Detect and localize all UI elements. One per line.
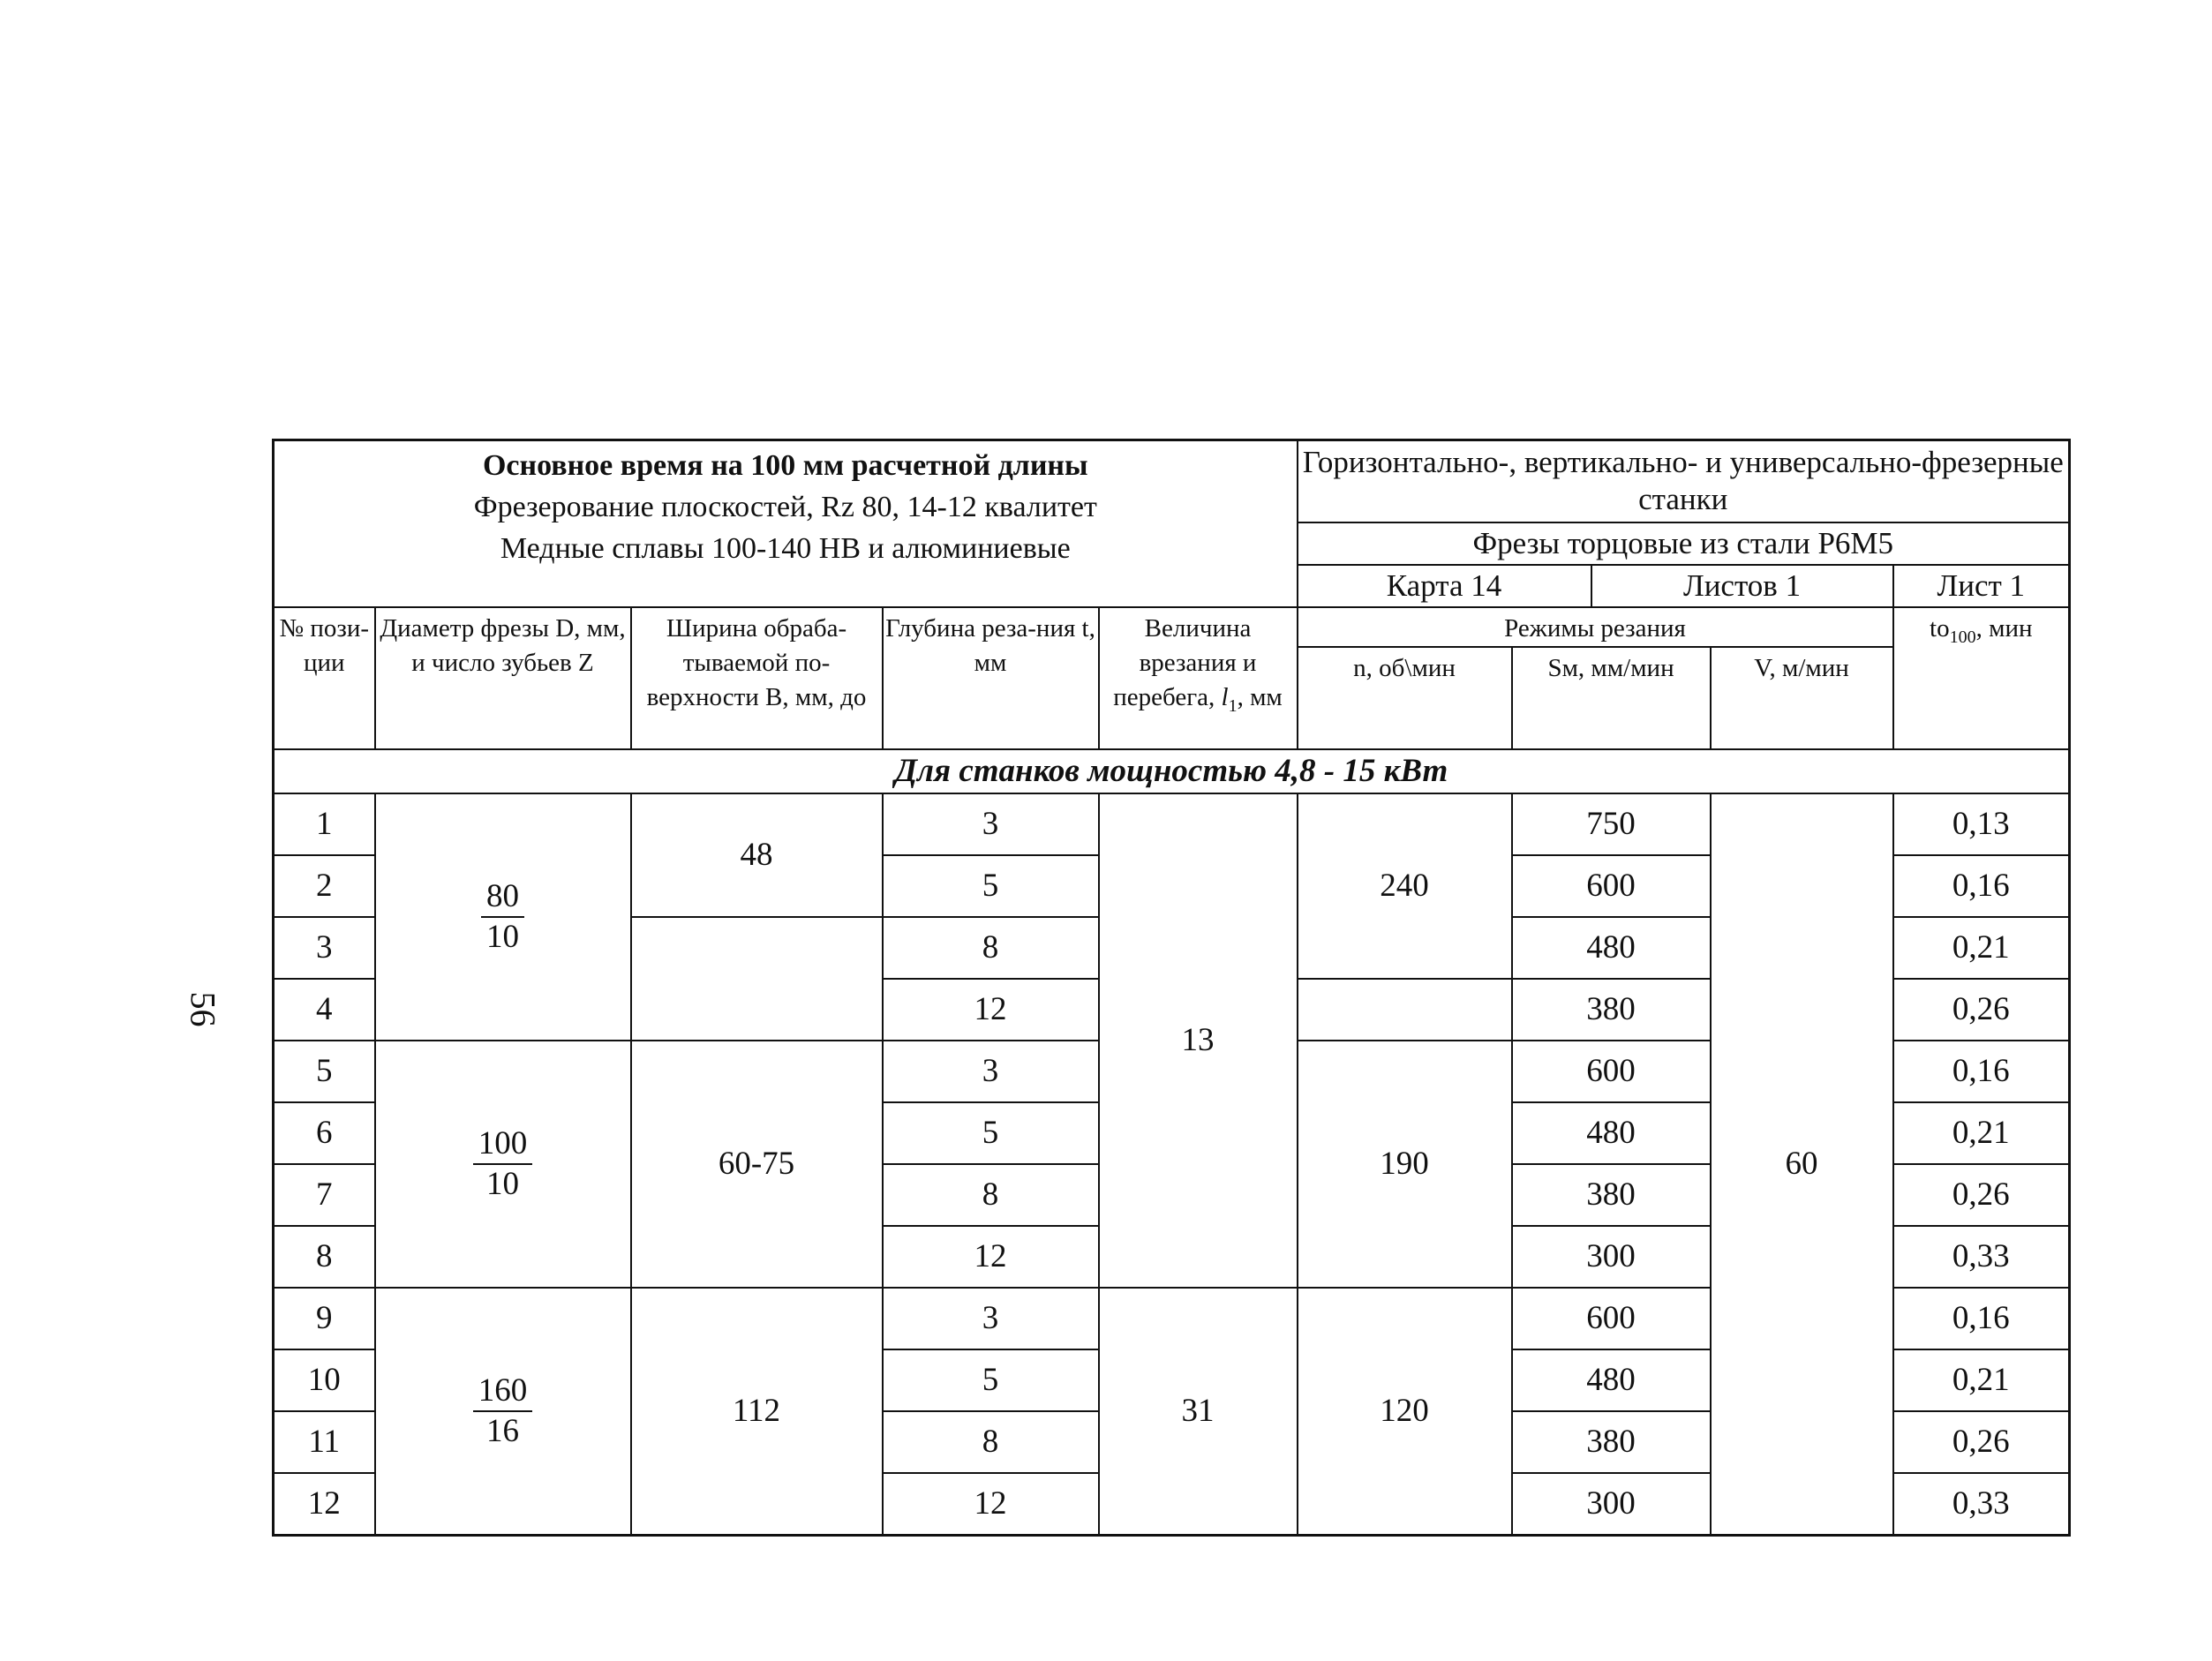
diameter-cell	[375, 1288, 631, 1536]
n-cell: 240	[1298, 793, 1512, 979]
table-subtitle-operation: Фрезерование плоскостей, Rz 80, 14-12 квалитет	[473, 491, 1097, 523]
cell-sm: 600	[1512, 1288, 1711, 1349]
card-cell: Карта 14	[1298, 565, 1591, 607]
cell-depth: 12	[883, 979, 1099, 1041]
diameter-fraction	[473, 1124, 533, 1204]
machines-cell: Горизонтально-, вертикально- и универсально-фрезерные станки	[1298, 440, 2070, 522]
diameter-value: 80	[481, 877, 524, 918]
col-header-overrun-text: Величина врезания и перебега,	[1113, 613, 1257, 711]
teeth-value: 10	[486, 1165, 519, 1202]
overrun-cell: 31	[1099, 1288, 1298, 1536]
cell-time: 0,26	[1893, 979, 2070, 1041]
time-unit: , мин	[1975, 613, 2033, 643]
n-blank	[1298, 979, 1512, 1041]
overrun-unit: , мм	[1237, 682, 1283, 711]
col-header-overrun	[1099, 607, 1298, 749]
col-header-position: № пози-ции	[274, 607, 375, 749]
title-block	[274, 440, 1298, 607]
n-cell: 190	[1298, 1041, 1512, 1288]
teeth-value: 16	[486, 1412, 519, 1449]
tool-cell: Фрезы торцовые из стали Р6М5	[1298, 522, 2070, 565]
diameter-cell	[375, 793, 631, 1041]
teeth-value: 10	[486, 918, 519, 955]
col-header-depth: Глубина реза-ния t, мм	[883, 607, 1099, 749]
width-blank	[631, 917, 883, 1041]
cell-sm: 480	[1512, 1349, 1711, 1411]
cell-time: 0,33	[1893, 1473, 2070, 1536]
cell-position: 3	[274, 917, 375, 979]
cell-depth: 5	[883, 855, 1099, 917]
cell-position: 1	[274, 793, 375, 855]
cell-depth: 3	[883, 1288, 1099, 1349]
time-subscript: 100	[1949, 627, 1976, 647]
time-symbol: to	[1930, 613, 1950, 643]
cell-time: 0,21	[1893, 917, 2070, 979]
width-cell: 60-75	[631, 1041, 883, 1288]
col-header-v: V, м/мин	[1711, 647, 1893, 749]
cell-sm: 480	[1512, 1102, 1711, 1164]
cell-position: 8	[274, 1226, 375, 1288]
cell-sm: 480	[1512, 917, 1711, 979]
n-cell: 120	[1298, 1288, 1512, 1536]
col-header-n: n, об\мин	[1298, 647, 1512, 749]
width-cell: 112	[631, 1288, 883, 1536]
cell-position: 4	[274, 979, 375, 1041]
col-header-width: Ширина обраба-тываемой по-верхности В, мм, до	[631, 607, 883, 749]
cell-depth: 3	[883, 793, 1099, 855]
v-cell: 60	[1711, 793, 1893, 1536]
cell-depth: 5	[883, 1102, 1099, 1164]
cell-depth: 12	[883, 1226, 1099, 1288]
cell-depth: 12	[883, 1473, 1099, 1536]
cell-sm: 300	[1512, 1473, 1711, 1536]
cell-position: 12	[274, 1473, 375, 1536]
cell-time: 0,26	[1893, 1411, 2070, 1473]
cell-depth: 8	[883, 1164, 1099, 1226]
cell-depth: 3	[883, 1041, 1099, 1102]
cell-time: 0,21	[1893, 1349, 2070, 1411]
cell-sm: 750	[1512, 793, 1711, 855]
cell-sm: 380	[1512, 1164, 1711, 1226]
diameter-fraction	[481, 877, 524, 957]
cell-depth: 8	[883, 917, 1099, 979]
cell-time: 0,16	[1893, 1288, 2070, 1349]
section-title: Для станков мощностью 4,8 - 15 кВт	[274, 749, 2070, 793]
cell-position: 6	[274, 1102, 375, 1164]
diameter-cell	[375, 1041, 631, 1288]
cell-sm: 380	[1512, 1411, 1711, 1473]
cell-sm: 600	[1512, 1041, 1711, 1102]
width-cell: 48	[631, 793, 883, 917]
col-header-sm: Sм, мм/мин	[1512, 647, 1711, 749]
cell-position: 2	[274, 855, 375, 917]
cell-depth: 5	[883, 1349, 1099, 1411]
cell-depth: 8	[883, 1411, 1099, 1473]
cell-position: 7	[274, 1164, 375, 1226]
cell-time: 0,26	[1893, 1164, 2070, 1226]
cell-time: 0,33	[1893, 1226, 2070, 1288]
cell-position: 11	[274, 1411, 375, 1473]
cell-sm: 600	[1512, 855, 1711, 917]
diameter-value: 160	[473, 1372, 533, 1412]
page-number: 56	[183, 991, 223, 1027]
cell-position: 10	[274, 1349, 375, 1411]
cell-time: 0,21	[1893, 1102, 2070, 1164]
cutting-time-table	[272, 439, 2071, 1537]
col-header-diameter: Диаметр фрезы D, мм, и число зубьев Z	[375, 607, 631, 749]
diameter-value: 100	[473, 1124, 533, 1165]
cell-sm: 380	[1512, 979, 1711, 1041]
table-title: Основное время на 100 мм расчетной длины	[482, 449, 1088, 482]
cell-time: 0,16	[1893, 855, 2070, 917]
overrun-symbol: l	[1221, 682, 1229, 711]
table-subtitle-material: Медные сплавы 100-140 НВ и алюминиевые	[500, 532, 1071, 565]
sheet-cell: Лист 1	[1893, 565, 2070, 607]
overrun-subscript: 1	[1228, 695, 1238, 716]
col-header-modes: Режимы резания	[1298, 607, 1893, 647]
overrun-cell: 13	[1099, 793, 1298, 1288]
cell-position: 5	[274, 1041, 375, 1102]
cell-time: 0,13	[1893, 793, 2070, 855]
sheets-total-cell: Листов 1	[1591, 565, 1893, 607]
diameter-fraction	[473, 1372, 533, 1451]
col-header-time	[1893, 607, 2070, 749]
cell-position: 9	[274, 1288, 375, 1349]
cell-time: 0,16	[1893, 1041, 2070, 1102]
cell-sm: 300	[1512, 1226, 1711, 1288]
